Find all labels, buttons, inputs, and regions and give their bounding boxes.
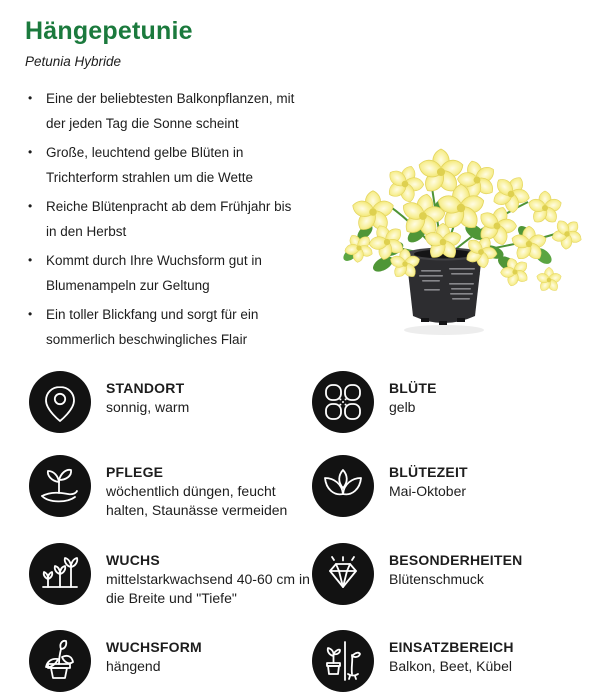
feature-title: WUCHS bbox=[106, 551, 160, 568]
feature-desc: hängend bbox=[106, 658, 161, 675]
feature-title: WUCHSFORM bbox=[106, 639, 202, 656]
feature-bluete bbox=[312, 371, 594, 433]
feature-title: BESONDERHEITEN bbox=[389, 551, 523, 568]
page-title: Hängepetunie bbox=[25, 17, 193, 45]
feature-besonderheiten bbox=[312, 543, 594, 609]
feature-desc: sonnig, warm bbox=[106, 399, 190, 415]
petunia-photo-illustration bbox=[293, 84, 595, 344]
feature-desc: Mai-Oktober bbox=[389, 483, 467, 499]
feature-title: BLÜTEZEIT bbox=[389, 464, 468, 480]
diamond-icon bbox=[312, 543, 374, 605]
blossom-icon bbox=[312, 371, 374, 433]
feature-desc: mittelstarkwachsend 40-60 cm in die Breite und "Tiefe" bbox=[106, 570, 310, 606]
feature-bluetezeit bbox=[312, 455, 594, 521]
hanging-plant-icon bbox=[29, 630, 91, 692]
feature-pflege bbox=[29, 455, 312, 521]
lotus-icon bbox=[312, 455, 374, 517]
bullet-item: • Eine der beliebtesten Balkonpflanzen, mit der jeden Tag die Sonne scheint bbox=[25, 86, 303, 136]
feature-desc: gelb bbox=[389, 399, 416, 415]
feature-title: STANDORT bbox=[106, 380, 185, 396]
feature-desc: Blütenschmuck bbox=[389, 570, 484, 587]
bullet-item: • Ein toller Blickfang und sorgt für ein sommerlich beschwingliches Flair bbox=[25, 302, 303, 352]
feature-title: EINSATZBEREICH bbox=[389, 639, 514, 656]
feature-title: PFLEGE bbox=[106, 464, 164, 480]
bullet-item: • Reiche Blütenpracht ab dem Frühjahr bis in den Herbst bbox=[25, 194, 303, 244]
feature-wuchsform bbox=[29, 630, 312, 692]
feature-standort bbox=[29, 371, 312, 433]
feature-wuchs bbox=[29, 543, 312, 609]
product-subtitle: Petunia Hybride bbox=[25, 54, 122, 69]
hand-plant-icon bbox=[29, 455, 91, 517]
feature-grid bbox=[29, 371, 591, 692]
product-photo bbox=[293, 84, 595, 344]
location-pin-icon bbox=[29, 371, 91, 433]
feature-title: BLÜTE bbox=[389, 380, 437, 396]
growth-icon bbox=[29, 543, 91, 605]
planting-area-icon bbox=[312, 630, 374, 692]
bullet-list bbox=[25, 86, 303, 352]
feature-desc: wöchentlich düngen, feucht halten, Staunässe vermeiden bbox=[106, 483, 288, 519]
header bbox=[25, 17, 193, 69]
bullet-item: • Große, leuchtend gelbe Blüten in Trichterform strahlen um die Wette bbox=[25, 140, 303, 190]
feature-einsatzbereich bbox=[312, 630, 594, 692]
bullet-item: • Kommt durch Ihre Wuchsform gut in Blumenampeln zur Geltung bbox=[25, 248, 303, 298]
feature-desc: Balkon, Beet, Kübel bbox=[389, 658, 512, 675]
product-description bbox=[25, 86, 303, 356]
